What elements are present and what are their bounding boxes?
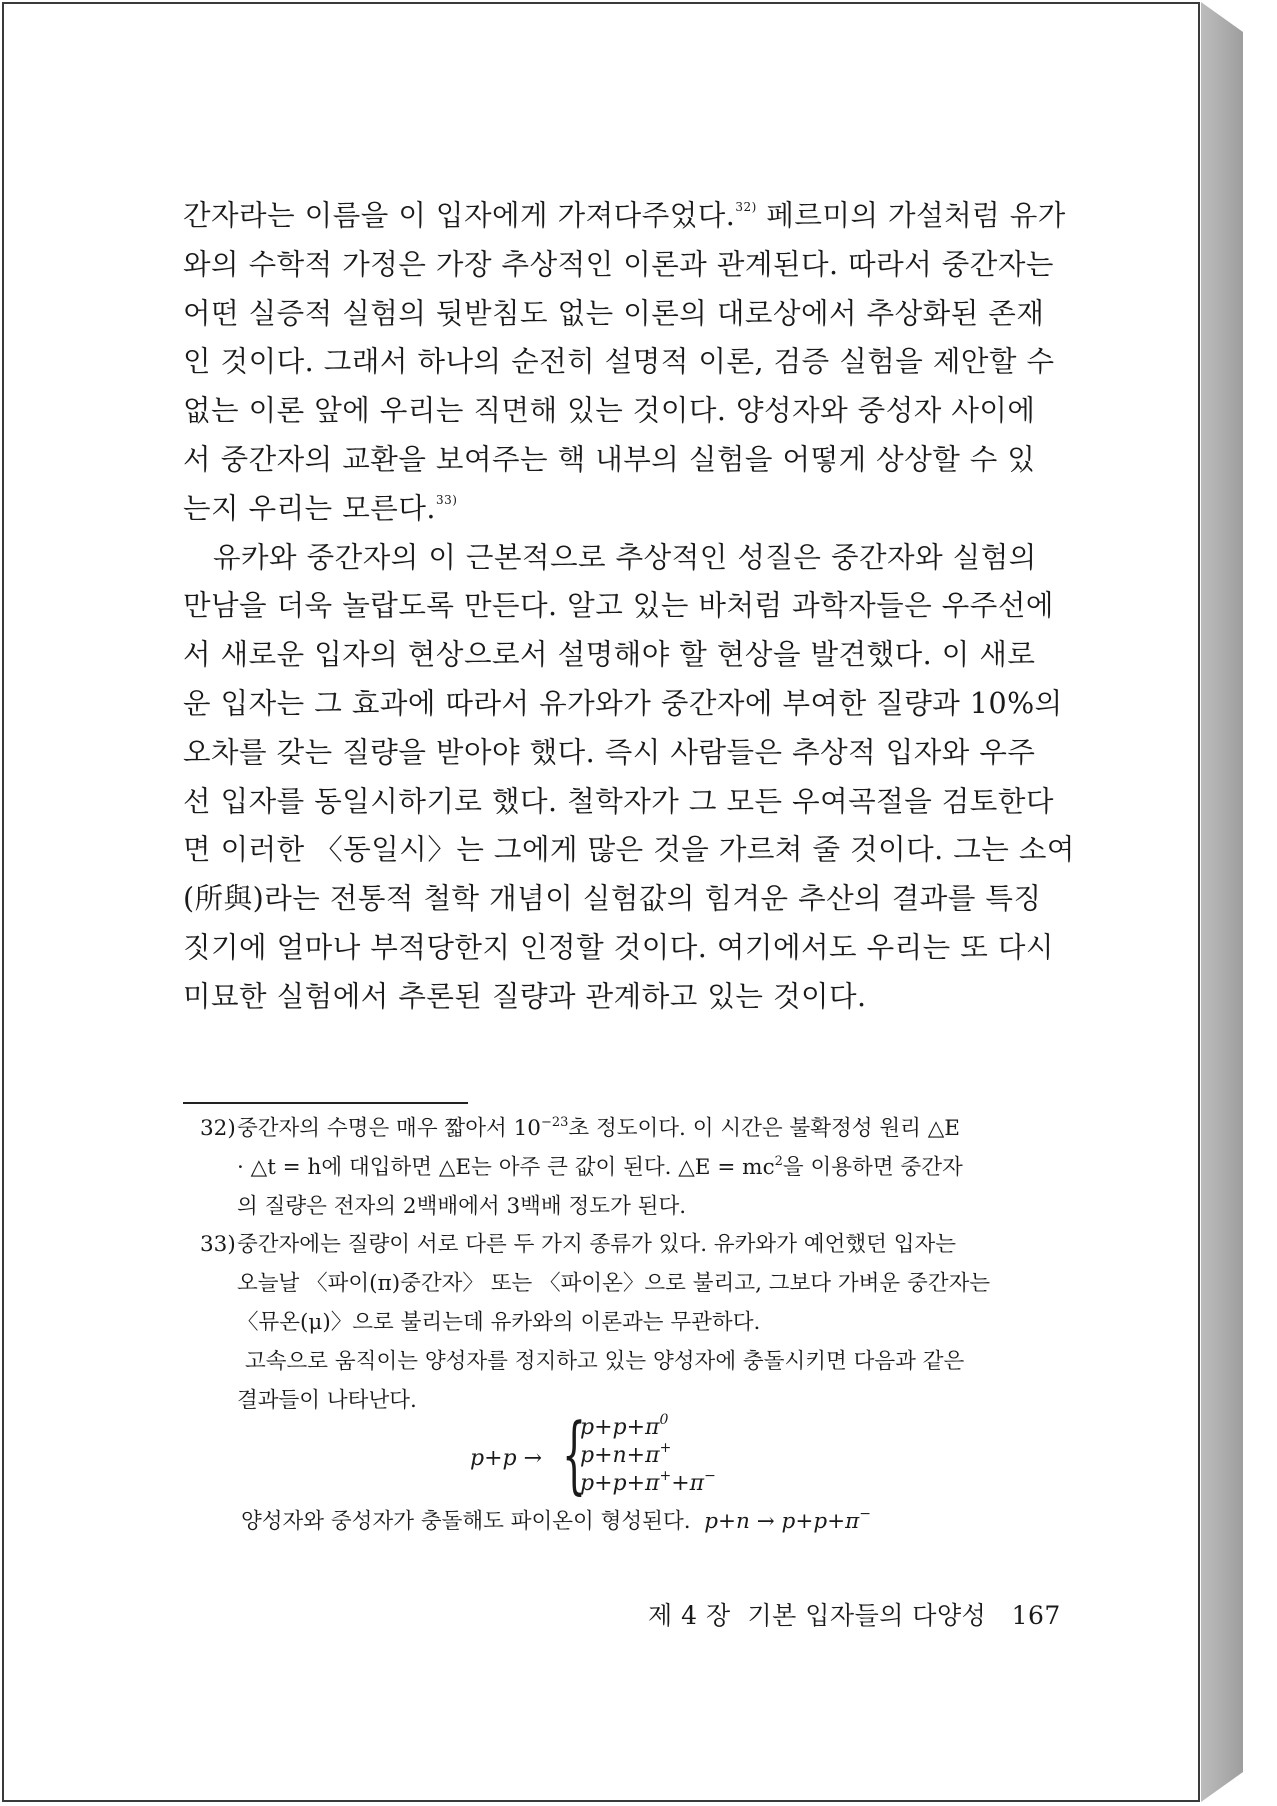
text-line: (所與)라는 전통적 철학 개념이 실험값의 힘겨운 추산의 결과를 특징 [183, 882, 1042, 916]
text-line: 선 입자를 동일시하기로 했다. 철학자가 그 모든 우여곡절을 검토한다 [183, 784, 1054, 818]
reaction-formula: p+n → p+p+π− [704, 1506, 871, 1534]
text-line: 운 입자는 그 효과에 따라서 유가와가 중간자에 부여한 질량과 10%의 [183, 686, 1063, 720]
paragraph-1 [183, 192, 1066, 534]
text-line: 서 새로운 입자의 현상으로서 설명해야 할 현상을 발견했다. 이 새로 [183, 638, 1036, 672]
text-line: 서 중간자의 교환을 보여주는 핵 내부의 실험을 어떻게 상상할 수 있 [183, 442, 1036, 476]
equation-cases [580, 1414, 716, 1498]
text-line: 는지 우리는 모른다.$^{33)}$ [183, 491, 458, 525]
footnote-divider [183, 1102, 468, 1104]
equation-case: $p+p+\pi^0$ [580, 1412, 669, 1440]
equation-lhs: p+p → [470, 1446, 543, 1471]
text-line: 유카와 중간자의 이 근본적으로 추상적인 성질은 중간자와 실험의 [213, 540, 1037, 574]
footnote-ref-33[interactable]: 33) [435, 492, 458, 507]
text-line: 와의 수학적 가정은 가장 추상적인 이론과 관계된다. 따라서 중간자는 [183, 247, 1054, 281]
paragraph-2 [183, 534, 1075, 1022]
text-line: 짓기에 얼마나 부적당한지 인정할 것이다. 여기에서도 우리는 또 다시 [183, 930, 1054, 964]
footnote-line: · △t = h에 대입하면 △E는 아주 큰 값이 된다. △E = $mc^2$을 이용하면 중간자 [237, 1153, 963, 1180]
page-edge [1201, 2, 1243, 1802]
body-text [183, 192, 1075, 1022]
footnote-33 [200, 1226, 1040, 1420]
text-line: 간자라는 이름을 이 입자에게 가져다주었다.$^{32)}$ 페르미의 가설처럼 유가 [183, 199, 1066, 232]
text-line: 미묘한 실험에서 추론된 질량과 관계하고 있는 것이다. [183, 979, 867, 1013]
footnote-line: 결과들이 나타난다. [237, 1387, 417, 1413]
page-number: 167 [1011, 1601, 1061, 1630]
footnote-line: 고속으로 움직이는 양성자를 정지하고 있는 양성자에 충돌시키면 다음과 같은 [245, 1348, 965, 1374]
text-line: 오차를 갖는 질량을 받아야 했다. 즉시 사람들은 추상적 입자와 우주 [183, 735, 1036, 769]
footnote-ref-32[interactable]: 32) [735, 200, 757, 214]
footnote-number: 32) [200, 1116, 236, 1141]
text-line: 없는 이론 앞에 우리는 직면해 있는 것이다. 양성자와 중성자 사이에 [183, 394, 1036, 428]
left-brace: { [562, 1405, 587, 1503]
footnotes [200, 1110, 1040, 1420]
footnote-line: 〈뮤온(μ)〉으로 불리는데 유카와의 이론과는 무관하다. [237, 1309, 761, 1335]
footnote-number: 33) [200, 1232, 236, 1258]
footnote-line: 오늘날 〈파이(π)중간자〉 또는 〈파이온〉으로 불리고, 그보다 가벼운 중간자는 [237, 1271, 991, 1297]
text-line: 면 이러한 〈동일시〉는 그에게 많은 것을 가르쳐 줄 것이다. 그는 소여 [183, 833, 1075, 867]
chapter-title: 기본 입자들의 다양성 [747, 1601, 987, 1630]
equation-case: p+p+π++π− [580, 1468, 716, 1496]
footnote-32 [200, 1110, 1040, 1226]
text-line: 인 것이다. 그래서 하나의 순전히 설명적 이론, 검증 실험을 제안할 수 [183, 345, 1055, 379]
footnote-line: 의 질량은 전자의 2백배에서 3백배 정도가 된다. [237, 1193, 687, 1219]
equation-case: p+n+π+ [580, 1440, 672, 1468]
text-line: 어떤 실증적 실험의 뒷받침도 없는 이론의 대로상에서 추상화된 존재 [183, 296, 1045, 330]
footnote-conclusion: 양성자와 중성자가 충돌해도 파이온이 형성된다. p+n → p+p+π− [241, 1506, 871, 1534]
text-line: 만남을 더욱 놀랍도록 만든다. 알고 있는 바처럼 과학자들은 우주선에 [183, 589, 1054, 623]
running-footer [648, 1596, 1061, 1632]
chapter-label: 제 4 장 [648, 1601, 731, 1630]
footnote-line: 중간자의 수명은 매우 짧아서 $10^{-23}$초 정도이다. 이 시간은 불확정성 원리 △E [237, 1115, 960, 1141]
footnote-line: 중간자에는 질량이 서로 다른 두 가지 종류가 있다. 유카와가 예언했던 입자는 [237, 1232, 957, 1258]
